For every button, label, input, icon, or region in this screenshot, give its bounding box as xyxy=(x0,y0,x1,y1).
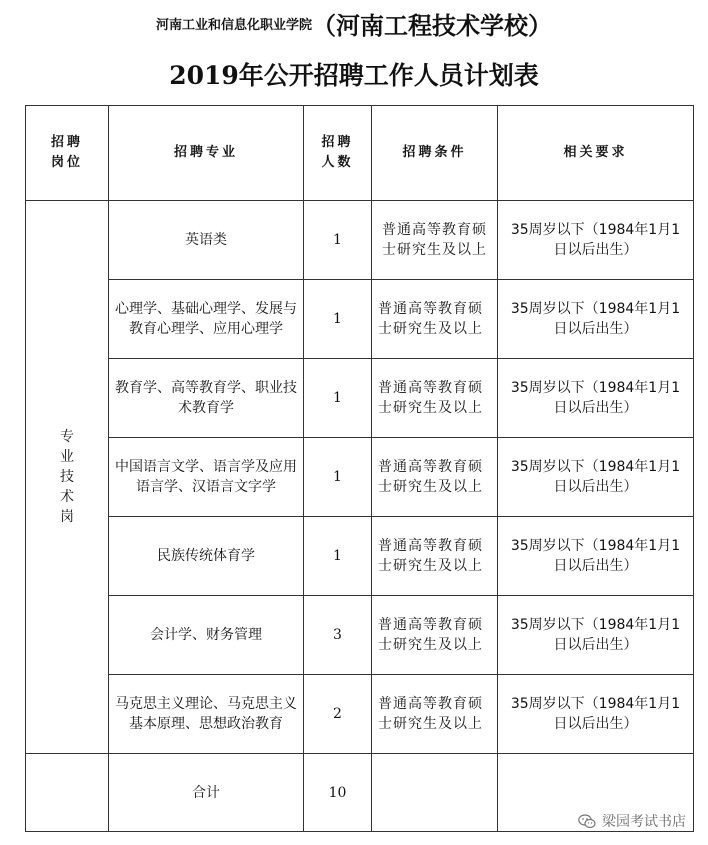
school-name-small: 河南工业和信息化职业学院 xyxy=(155,18,312,33)
post-category xyxy=(26,201,109,754)
watermark-text: 梁园考试书店 xyxy=(602,814,686,830)
requirement-cell: 35周岁以下（1984年1月1日以后出生） xyxy=(498,359,694,438)
table-row xyxy=(26,280,694,359)
post-category-text: 专业技术岗 xyxy=(60,429,74,525)
total-count: 10 xyxy=(304,754,372,832)
major-cell: 民族传统体育学 xyxy=(109,517,304,596)
major-cell: 教育学、高等教育学、职业技术教育学 xyxy=(109,359,304,438)
count-cell: 1 xyxy=(304,438,372,517)
major-cell: 会计学、财务管理 xyxy=(109,596,304,675)
page-header xyxy=(0,6,708,41)
header-major: 招聘专业 xyxy=(109,106,304,201)
major-cell: 英语类 xyxy=(109,201,304,280)
table-row xyxy=(26,359,694,438)
header-count: 招聘人数 xyxy=(304,106,372,201)
total-label: 合计 xyxy=(109,754,304,832)
count-cell: 3 xyxy=(304,596,372,675)
requirement-cell: 35周岁以下（1984年1月1日以后出生） xyxy=(498,438,694,517)
count-cell: 1 xyxy=(304,201,372,280)
header-requirement: 相关要求 xyxy=(498,106,694,201)
major-cell: 中国语言文学、语言学及应用语言学、汉语言文字学 xyxy=(109,438,304,517)
requirement-cell: 35周岁以下（1984年1月1日以后出生） xyxy=(498,201,694,280)
major-cell: 马克思主义理论、马克思主义基本原理、思想政治教育 xyxy=(109,675,304,754)
table-header-row xyxy=(26,106,694,201)
count-cell: 1 xyxy=(304,517,372,596)
school-name-big: （河南工程技术学校） xyxy=(312,11,552,40)
requirement-cell: 35周岁以下（1984年1月1日以后出生） xyxy=(498,280,694,359)
total-empty-cell xyxy=(372,754,498,832)
requirement-cell: 35周岁以下（1984年1月1日以后出生） xyxy=(498,675,694,754)
requirement-cell: 35周岁以下（1984年1月1日以后出生） xyxy=(498,596,694,675)
requirement-cell: 35周岁以下（1984年1月1日以后出生） xyxy=(498,517,694,596)
count-cell: 1 xyxy=(304,359,372,438)
wechat-icon xyxy=(578,814,596,829)
watermark xyxy=(578,811,686,831)
total-empty-cell xyxy=(26,754,109,832)
condition-cell: 普通高等教育硕士研究生及以上 xyxy=(372,517,498,596)
page-title: 2019年公开招聘工作人员计划表 xyxy=(169,61,539,90)
table-row xyxy=(26,675,694,754)
table-row xyxy=(26,517,694,596)
condition-cell: 普通高等教育硕士研究生及以上 xyxy=(372,675,498,754)
table-row xyxy=(26,438,694,517)
header-post: 招聘岗位 xyxy=(26,106,109,201)
condition-cell: 普通高等教育硕士研究生及以上 xyxy=(372,201,498,280)
condition-cell: 普通高等教育硕士研究生及以上 xyxy=(372,438,498,517)
recruitment-plan-table xyxy=(25,105,694,832)
condition-cell: 普通高等教育硕士研究生及以上 xyxy=(372,280,498,359)
table-row xyxy=(26,201,694,280)
condition-cell: 普通高等教育硕士研究生及以上 xyxy=(372,359,498,438)
major-cell: 心理学、基础心理学、发展与教育心理学、应用心理学 xyxy=(109,280,304,359)
count-cell: 2 xyxy=(304,675,372,754)
count-cell: 1 xyxy=(304,280,372,359)
condition-cell: 普通高等教育硕士研究生及以上 xyxy=(372,596,498,675)
header-condition: 招聘条件 xyxy=(372,106,498,201)
table-row xyxy=(26,596,694,675)
